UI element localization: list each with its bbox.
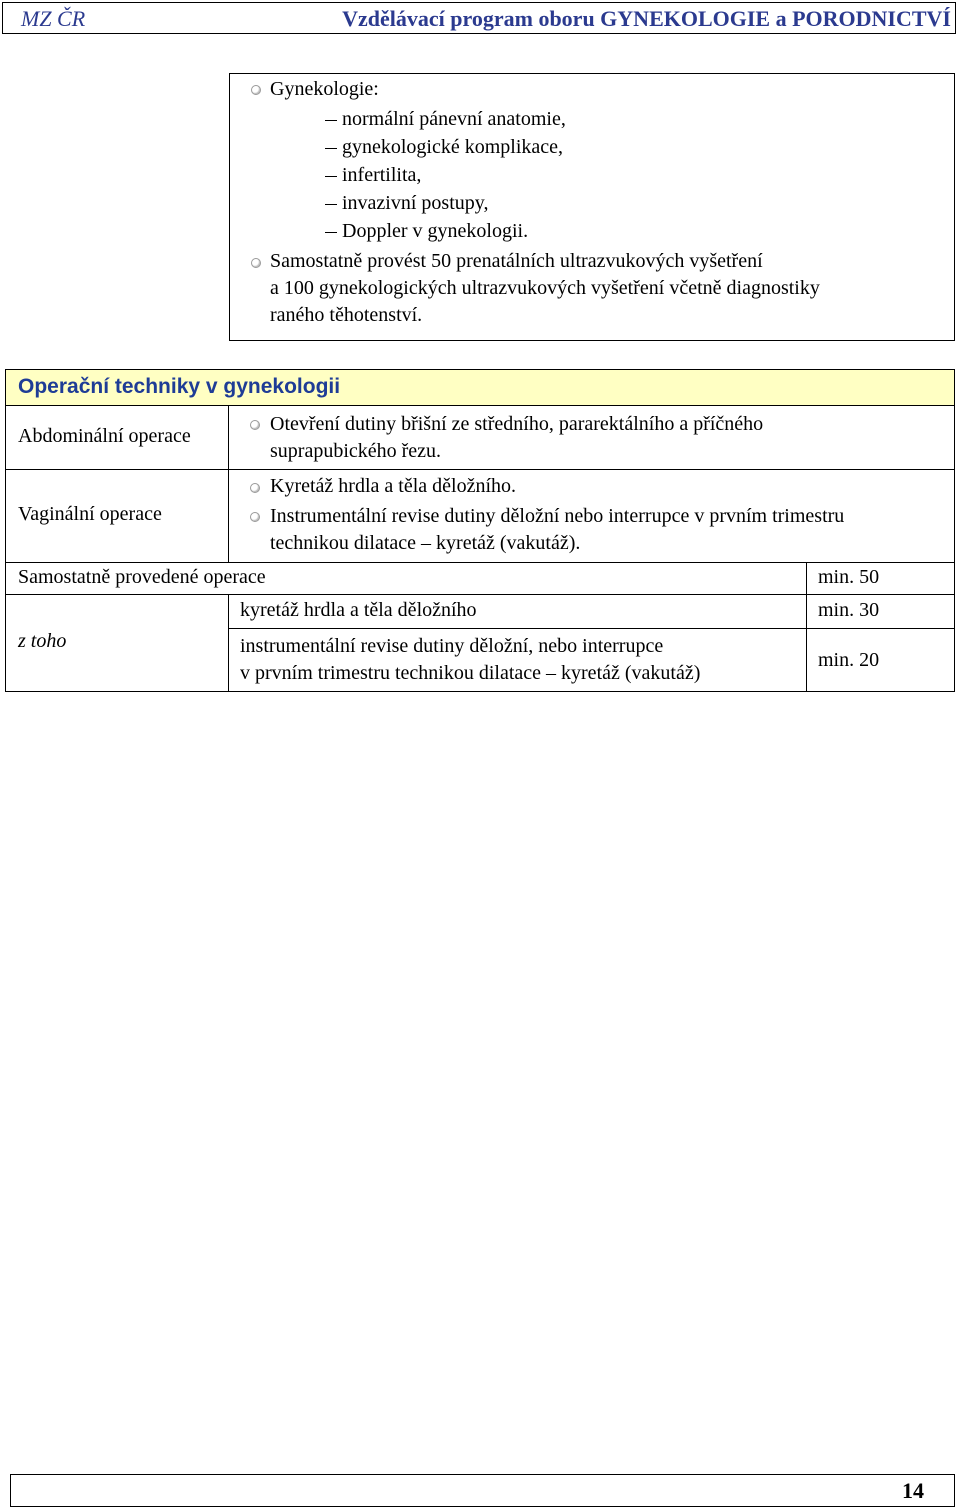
section-heading bbox=[5, 369, 955, 406]
dash-icon bbox=[325, 148, 337, 149]
bullet-icon bbox=[251, 85, 261, 95]
column-divider bbox=[806, 562, 807, 691]
list-item-gynekologie: Gynekologie: bbox=[270, 78, 379, 100]
vaginal-operation-line: Instrumentální revise dutiny děložní nebo interrupce v prvním trimestru bbox=[270, 505, 845, 527]
dash-icon bbox=[325, 120, 337, 121]
section-title: Operační techniky v gynekologii bbox=[18, 375, 341, 398]
vaginal-operation-item: Kyretáž hrdla a těla děložního. bbox=[270, 475, 516, 497]
bullet-icon bbox=[250, 483, 260, 493]
row-divider bbox=[6, 469, 954, 470]
bullet-icon bbox=[251, 258, 261, 268]
vaginal-operation-line: technikou dilatace – kyretáž (vakutáž). bbox=[270, 532, 581, 554]
total-operations-value: min. 50 bbox=[818, 566, 880, 588]
column-divider bbox=[228, 406, 229, 562]
page-number: 14 bbox=[902, 1478, 924, 1503]
list-item-line: a 100 gynekologických ultrazvukových vyšetření včetně diagnostiky bbox=[270, 277, 820, 299]
operations-table bbox=[5, 406, 955, 692]
dash-icon bbox=[325, 176, 337, 177]
dash-icon bbox=[325, 204, 337, 205]
ultrasound-requirements-box bbox=[229, 73, 955, 341]
bullet-icon bbox=[250, 512, 260, 522]
abdominal-operation-line: Otevření dutiny břišní ze středního, pararektálního a příčného bbox=[270, 413, 764, 435]
total-operations-label: Samostatně provedené operace bbox=[18, 566, 266, 588]
page-footer bbox=[10, 1474, 955, 1507]
page-header bbox=[2, 2, 956, 34]
sub-operation-revision-line: v prvním trimestru technikou dilatace – kyretáž (vakutáž) bbox=[240, 662, 701, 684]
list-item-line: Samostatně provést 50 prenatálních ultrazvukových vyšetření bbox=[270, 250, 763, 272]
row-divider bbox=[6, 562, 954, 563]
abdominal-operation-label: Abdominální operace bbox=[18, 425, 191, 447]
vaginal-operation-label: Vaginální operace bbox=[18, 503, 162, 525]
column-divider bbox=[228, 594, 229, 691]
row-divider bbox=[6, 594, 954, 595]
sub-list-item: infertilita, bbox=[342, 164, 422, 186]
row-divider bbox=[228, 628, 954, 629]
sub-operation-curettage: kyretáž hrdla a těla děložního bbox=[240, 599, 477, 621]
sub-operation-revision-value: min. 20 bbox=[818, 649, 880, 671]
sub-list-item: Doppler v gynekologii. bbox=[342, 220, 529, 242]
sub-operation-revision-line: instrumentální revise dutiny děložní, nebo interrupce bbox=[240, 635, 664, 657]
dash-icon bbox=[325, 232, 337, 233]
ztoho-label: z toho bbox=[18, 630, 67, 652]
header-ministry: MZ ČR bbox=[21, 6, 86, 31]
sub-operation-curettage-value: min. 30 bbox=[818, 599, 880, 621]
list-item-line: raného těhotenství. bbox=[270, 304, 423, 326]
abdominal-operation-line: suprapubického řezu. bbox=[270, 440, 442, 462]
header-program-title: Vzdělávací program oboru GYNEKOLOGIE a PORODNICTVÍ bbox=[342, 6, 951, 31]
sub-list-item: normální pánevní anatomie, bbox=[342, 108, 566, 130]
sub-list-item: gynekologické komplikace, bbox=[342, 136, 564, 158]
bullet-icon bbox=[250, 420, 260, 430]
sub-list-item: invazivní postupy, bbox=[342, 192, 489, 214]
